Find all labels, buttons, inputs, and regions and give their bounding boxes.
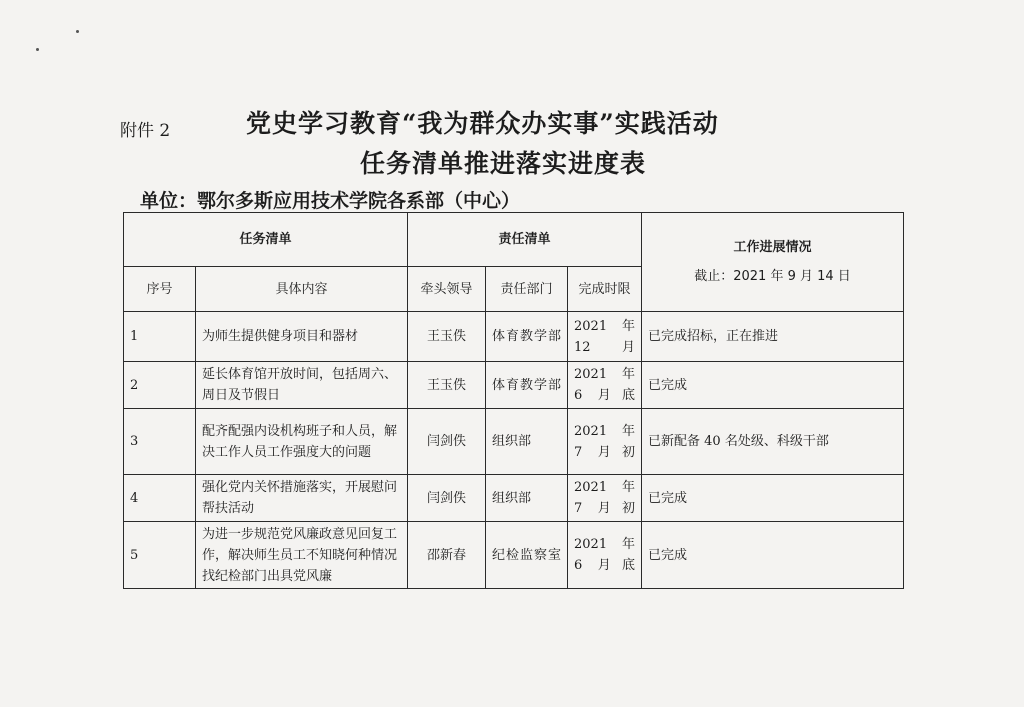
- table-row: [124, 475, 904, 522]
- row-deadline: 2021 年 6 月底: [568, 362, 642, 409]
- header-progress-title: 工作进展情况: [733, 240, 812, 255]
- row-leader: 邵新春: [408, 522, 486, 589]
- table-row: [124, 409, 904, 475]
- table-row: [124, 522, 904, 589]
- unit-label: 单位：鄂尔多斯应用技术学院各系部（中心）: [140, 190, 521, 212]
- row-content: 延长体育馆开放时间，包括周六、周日及节假日: [196, 362, 408, 409]
- row-leader: 王玉佚: [408, 312, 486, 362]
- row-department: 体育教学部: [486, 312, 568, 362]
- row-seq: 4: [124, 475, 196, 522]
- row-leader: 闫剑佚: [408, 409, 486, 475]
- header-content: 具体内容: [196, 267, 408, 312]
- row-progress: 已完成招标，正在推进: [642, 312, 904, 362]
- header-seq: 序号: [124, 267, 196, 312]
- row-leader: 王玉佚: [408, 362, 486, 409]
- table-row: [124, 362, 904, 409]
- row-leader: 闫剑佚: [408, 475, 486, 522]
- row-department: 组织部: [486, 475, 568, 522]
- progress-table: [123, 212, 904, 589]
- header-row-groups: [124, 213, 904, 267]
- row-content: 配齐配强内设机构班子和人员，解决工作人员工作强度大的问题: [196, 409, 408, 475]
- header-progress: [642, 213, 904, 312]
- row-department: 组织部: [486, 409, 568, 475]
- row-seq: 2: [124, 362, 196, 409]
- header-department: 责任部门: [486, 267, 568, 312]
- row-deadline: 2021 年 7 月初: [568, 475, 642, 522]
- row-deadline: 2021 年 12 月: [568, 312, 642, 362]
- header-deadline: 完成时限: [568, 267, 642, 312]
- scan-speck: [36, 48, 39, 51]
- row-deadline: 2021 年 7 月初: [568, 409, 642, 475]
- row-department: 纪检监察室: [486, 522, 568, 589]
- row-progress: 已完成: [642, 522, 904, 589]
- row-content: [196, 522, 408, 589]
- row-content: 为师生提供健身项目和器材: [196, 312, 408, 362]
- row-deadline: 2021 年 6 月底: [568, 522, 642, 589]
- row-seq: 5: [124, 522, 196, 589]
- row-progress: 已新配备 40 名处级、科级干部: [642, 409, 904, 475]
- header-responsibility-list: 责任清单: [408, 213, 642, 267]
- table-row: [124, 312, 904, 362]
- row-progress: 已完成: [642, 362, 904, 409]
- document-subtitle: 任务清单推进落实进度表: [360, 149, 647, 178]
- header-task-list: 任务清单: [124, 213, 408, 267]
- scan-speck: [76, 30, 79, 33]
- attachment-label: 附件 2: [120, 121, 171, 141]
- row-seq: 1: [124, 312, 196, 362]
- row-content-text: 为进一步规范党风廉政意见回复工作，解决师生员工不知晓何种情况找纪检部门出具党风廉: [202, 527, 398, 584]
- row-content: 强化党内关怀措施落实，开展慰问帮扶活动: [196, 475, 408, 522]
- header-progress-date: 截止：2021 年 9 月 14 日: [694, 269, 851, 284]
- row-seq: 3: [124, 409, 196, 475]
- document-title: 党史学习教育“我为群众办实事”实践活动: [246, 109, 719, 138]
- row-department: 体育教学部: [486, 362, 568, 409]
- header-leader: 牵头领导: [408, 267, 486, 312]
- row-progress: 已完成: [642, 475, 904, 522]
